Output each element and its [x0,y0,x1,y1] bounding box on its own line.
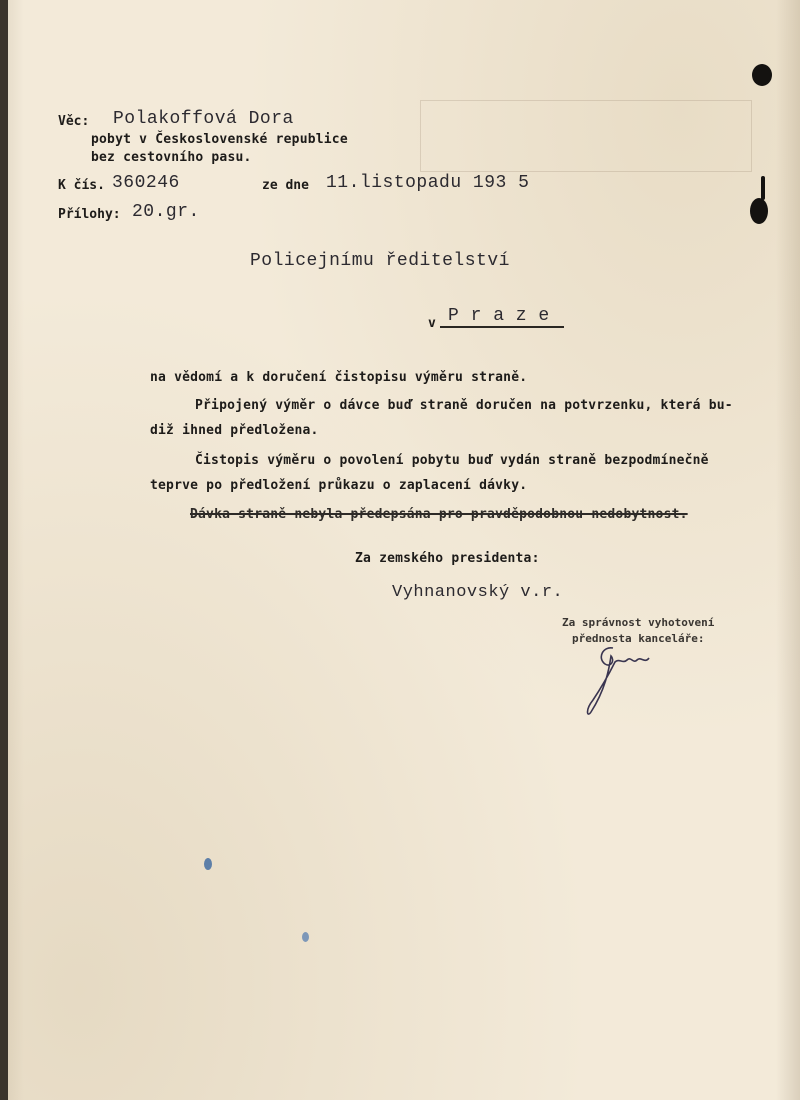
date-value: 11.listopadu 193 5 [326,173,530,193]
struck-line: Dávka straně nebyla předepsána pro pravděpodobnou nedobytnost. [190,507,688,522]
addressee-office: Policejnímu ředitelství [250,251,510,271]
city-prefix: v [428,316,436,331]
on-behalf: Za zemského presidenta: [355,551,540,566]
para1-line-1: Připojený výměr o dávce buď straně doručen na potvrzenku, která bu- [195,398,733,413]
subject-line-2: pobyt v Československé republice [91,132,348,147]
attachments-value: 20.gr. [132,202,200,222]
handwritten-signature [575,640,665,720]
page-edge [0,0,8,1100]
para1-line-2: diž ihned předložena. [150,423,319,438]
punch-hole-bottom [750,198,768,224]
certify-line-2: přednosta kanceláře: [572,632,705,645]
punch-hole-top [752,64,772,86]
para2-line-2: teprve po předložení průkazu o zaplacení dávky. [150,478,528,493]
ref-label: K čís. [58,178,105,193]
subject-name: Polakoffová Dora [113,109,294,129]
ink-mark [761,176,765,200]
signer: Vyhnanovský v.r. [392,583,564,602]
addressee-city: P r a z e [440,306,564,328]
ink-speck [204,858,212,870]
certify-line-1: Za správnost vyhotovení [562,616,715,629]
para2-line-1: Čistopis výměru o povolení pobytu buď vydán straně bezpodmínečně [195,453,709,468]
ink-speck [302,932,309,942]
addressee-city-wrap [440,306,564,328]
ref-number: 360246 [112,173,180,193]
subject-label: Věc: [58,114,90,129]
faint-stamp-impression [420,100,752,172]
date-label: ze dne [262,178,309,193]
body-line-1: na vědomí a k doručení čistopisu výměru straně. [150,370,528,385]
attachments-label: Přílohy: [58,207,121,222]
subject-line-3: bez cestovního pasu. [91,150,252,165]
